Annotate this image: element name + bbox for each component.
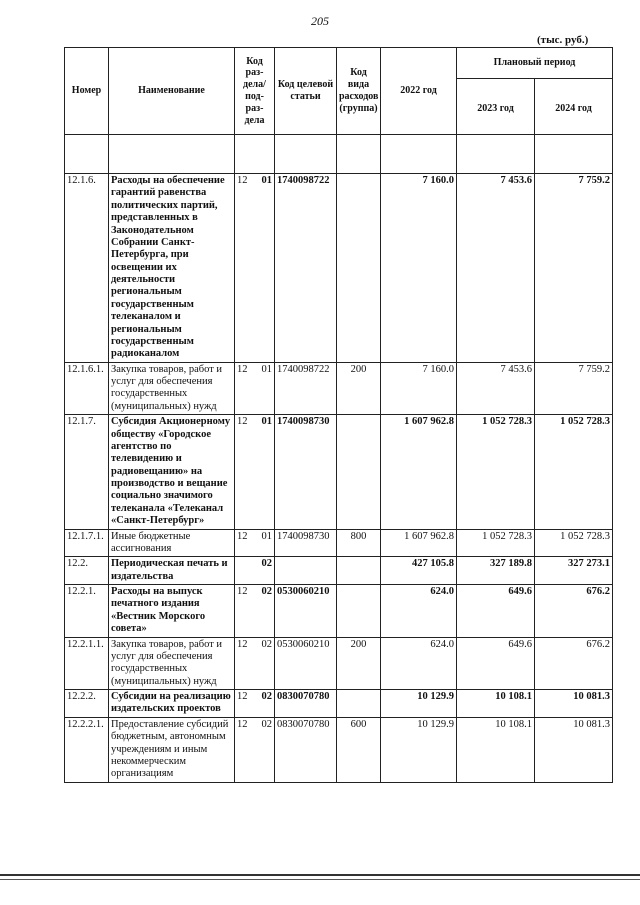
cell-section-code	[235, 174, 275, 363]
cell-target-code: 0830070780	[275, 690, 337, 718]
cell-razdel: 12	[237, 175, 248, 186]
cell-podrazdel: 02	[261, 558, 272, 570]
header-expense-type: Код вида расходов (группа)	[337, 48, 381, 135]
cell-podrazdel: 02	[261, 691, 272, 702]
cell-2023: 7 453.6	[457, 174, 535, 363]
cell-expense-type: 600	[337, 717, 381, 782]
cell-razdel: 12	[237, 638, 248, 650]
cell-name: Субсидии на реализацию издательских проектов	[109, 690, 235, 718]
cell-2022: 1 607 962.8	[381, 529, 457, 557]
cell-expense-type	[337, 174, 381, 363]
cell-target-code: 0530060210	[275, 585, 337, 638]
cell-2022: 10 129.9	[381, 690, 457, 718]
cell-razdel: 12	[237, 416, 248, 428]
cell-number: 12.1.7.1.	[65, 529, 109, 557]
cell-2024: 1 052 728.3	[535, 415, 613, 529]
cell-expense-type	[337, 690, 381, 718]
cell-expense-type: 200	[337, 637, 381, 690]
cell-name: Закупка товаров, работ и услуг для обеспечения государственных (муниципальных) нужд	[109, 637, 235, 690]
cell-razdel: 12	[237, 691, 248, 702]
cell-name: Иные бюджетные ассигнования	[109, 529, 235, 557]
cell-podrazdel: 02	[261, 638, 272, 650]
page-number: 205	[311, 14, 329, 28]
cell-podrazdel: 02	[261, 586, 272, 597]
cell-2024: 1 052 728.3	[535, 529, 613, 557]
table-row	[65, 690, 613, 718]
header-section-code: Код раз-дела/ под-раз-дела	[235, 48, 275, 135]
cell-2022: 7 160.0	[381, 362, 457, 415]
cell-target-code: 1740098730	[275, 415, 337, 529]
cell-2023: 10 108.1	[457, 690, 535, 718]
cell-2023: 10 108.1	[457, 717, 535, 782]
cell-section-code	[235, 362, 275, 415]
cell-razdel: 12	[237, 530, 248, 542]
table-row	[65, 529, 613, 557]
cell-2024: 10 081.3	[535, 717, 613, 782]
header-number: Номер	[65, 48, 109, 135]
cell-2024: 676.2	[535, 585, 613, 638]
cell-section-code	[235, 637, 275, 690]
cell-expense-type	[337, 557, 381, 585]
header-target-code: Код целевой статьи	[275, 48, 337, 135]
cell-2022: 624.0	[381, 637, 457, 690]
table-body	[65, 174, 613, 783]
cell-section-code	[235, 717, 275, 782]
cell-number: 12.2.2.1.	[65, 717, 109, 782]
cell-name: Предоставление субсидий бюджетным, автономным учреждениям и иным некоммерческим организациям	[109, 717, 235, 782]
cell-2024: 676.2	[535, 637, 613, 690]
cell-section-code	[235, 557, 275, 585]
cell-target-code: 0530060210	[275, 637, 337, 690]
cell-section-code	[235, 529, 275, 557]
cell-name: Закупка товаров, работ и услуг для обеспечения государственных (муниципальных) нужд	[109, 362, 235, 415]
units-label: (тыс. руб.)	[537, 34, 589, 46]
cell-section-code	[235, 415, 275, 529]
budget-table	[64, 47, 613, 783]
cell-target-code: 1740098730	[275, 529, 337, 557]
header-planning-period: Плановый период	[457, 48, 613, 79]
cell-2023: 649.6	[457, 585, 535, 638]
cell-number: 12.2.1.	[65, 585, 109, 638]
table-row	[65, 585, 613, 638]
cell-2022: 10 129.9	[381, 717, 457, 782]
cell-expense-type	[337, 415, 381, 529]
table-row	[65, 717, 613, 782]
bottom-rule	[0, 874, 640, 880]
cell-2024: 10 081.3	[535, 690, 613, 718]
cell-2024: 327 273.1	[535, 557, 613, 585]
cell-podrazdel: 01	[261, 530, 272, 542]
cell-target-code: 0830070780	[275, 717, 337, 782]
cell-2024: 7 759.2	[535, 174, 613, 363]
cell-razdel: 12	[237, 586, 248, 597]
cell-section-code	[235, 690, 275, 718]
header-name: Наименование	[109, 48, 235, 135]
cell-2022: 624.0	[381, 585, 457, 638]
cell-2023: 1 052 728.3	[457, 529, 535, 557]
cell-2022: 1 607 962.8	[381, 415, 457, 529]
cell-2023: 649.6	[457, 637, 535, 690]
table-row	[65, 415, 613, 529]
table-row	[65, 362, 613, 415]
cell-podrazdel: 01	[261, 416, 272, 428]
cell-podrazdel: 01	[261, 175, 272, 186]
cell-podrazdel: 01	[261, 363, 272, 375]
cell-razdel: 12	[237, 363, 248, 375]
cell-expense-type: 200	[337, 362, 381, 415]
cell-2024: 7 759.2	[535, 362, 613, 415]
cell-target-code: 1740098722	[275, 362, 337, 415]
cell-number: 12.2.1.1.	[65, 637, 109, 690]
cell-number: 12.2.2.	[65, 690, 109, 718]
header-spacer-row	[65, 135, 613, 174]
cell-section-code	[235, 585, 275, 638]
cell-name: Субсидия Акционерному обществу «Городское агентство по телевидению и радиовещанию» на производство и вещание социально значимого телеканала «Телеканал «Санкт-Петербург»	[109, 415, 235, 529]
table-row	[65, 557, 613, 585]
table-row	[65, 637, 613, 690]
cell-expense-type: 800	[337, 529, 381, 557]
cell-number: 12.2.	[65, 557, 109, 585]
cell-number: 12.1.6.1.	[65, 362, 109, 415]
header-year-2023: 2023 год	[457, 79, 535, 135]
cell-2023: 7 453.6	[457, 362, 535, 415]
cell-2022: 427 105.8	[381, 557, 457, 585]
cell-target-code: 1740098722	[275, 174, 337, 363]
cell-number: 12.1.6.	[65, 174, 109, 363]
header-year-2022: 2022 год	[381, 48, 457, 135]
cell-2023: 1 052 728.3	[457, 415, 535, 529]
cell-podrazdel: 02	[261, 718, 272, 730]
cell-name: Расходы на обеспечение гарантий равенства политических партий, представленных в Законодательном Собрании Санкт-Петербурга, при освещении их деятельности региональным государственным телеканалом и региональным государственным радиоканалом	[109, 174, 235, 363]
cell-name: Расходы на выпуск печатного издания «Вестник Морского совета»	[109, 585, 235, 638]
cell-2022: 7 160.0	[381, 174, 457, 363]
cell-number: 12.1.7.	[65, 415, 109, 529]
cell-razdel: 12	[237, 718, 248, 730]
cell-name: Периодическая печать и издательства	[109, 557, 235, 585]
cell-2023: 327 189.8	[457, 557, 535, 585]
cell-expense-type	[337, 585, 381, 638]
header-year-2024: 2024 год	[535, 79, 613, 135]
table-row	[65, 174, 613, 363]
cell-target-code	[275, 557, 337, 585]
